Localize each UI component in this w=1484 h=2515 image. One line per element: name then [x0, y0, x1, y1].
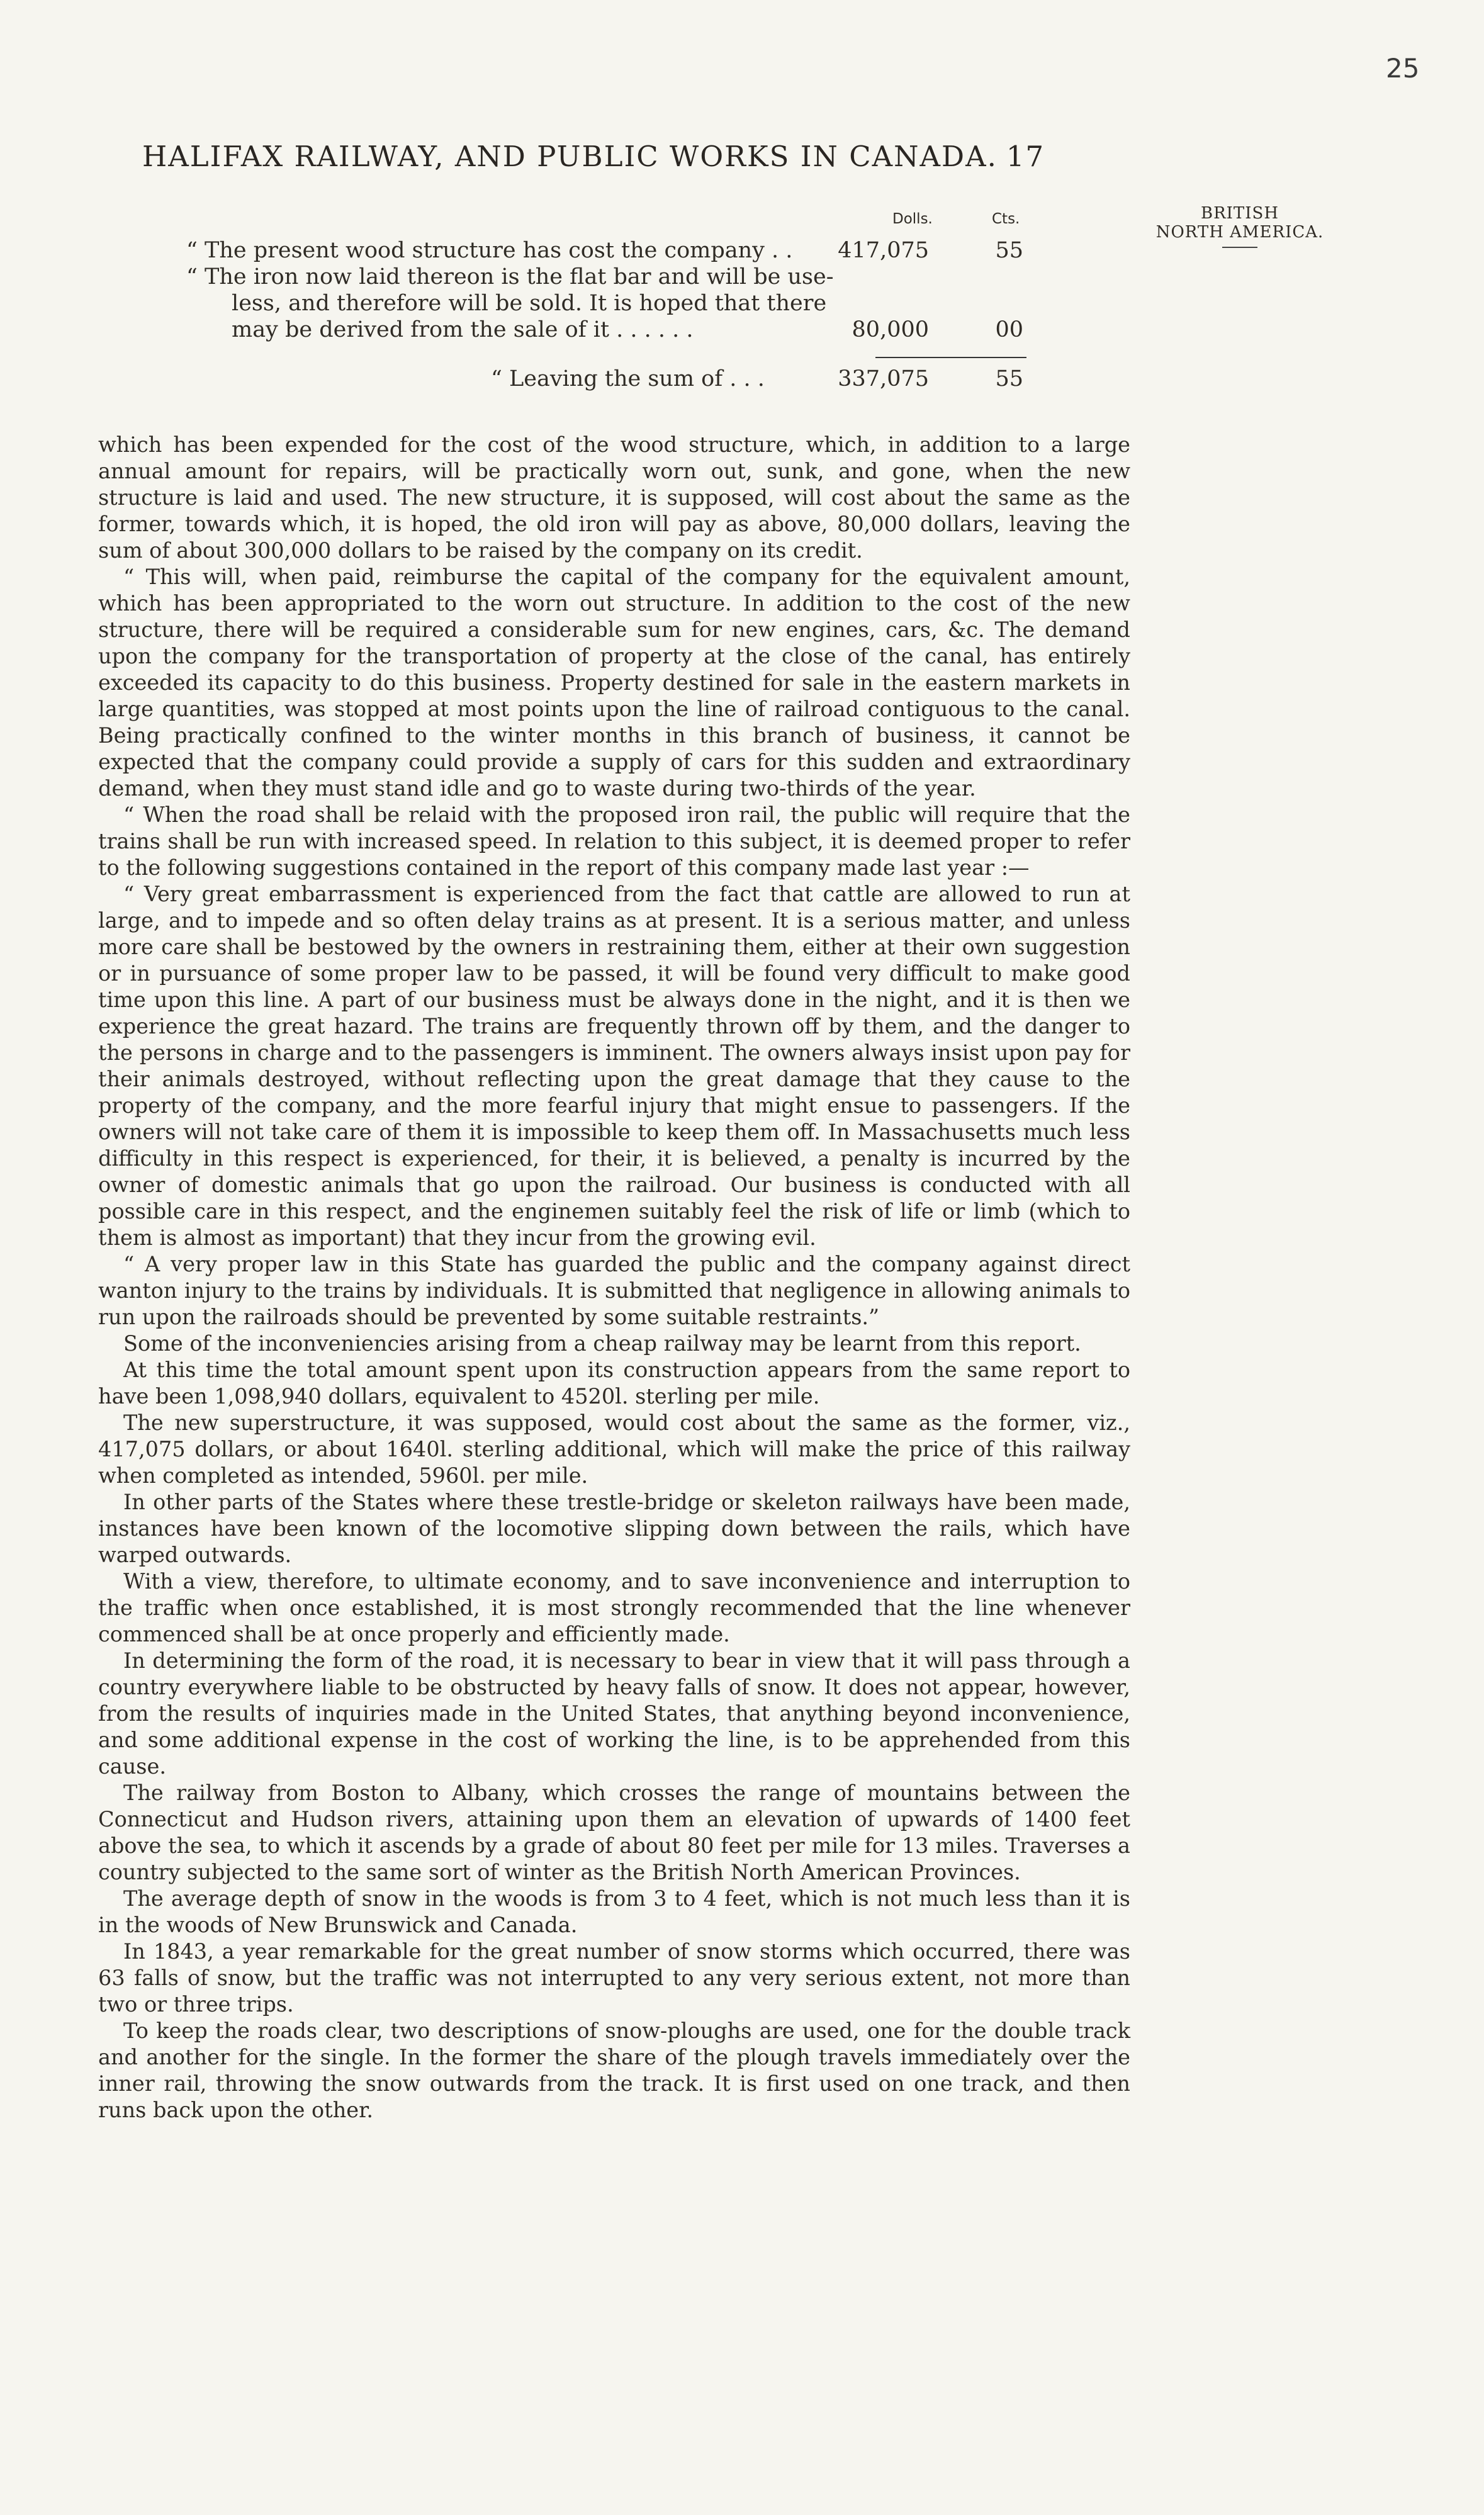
account-label-line: less, and therefore will be sold. It is hoped that there — [232, 291, 827, 316]
paragraph: The new superstructure, it was supposed, would cost about the same as the former, viz., 417,075 dollars, or about 1640l. sterling additional, which will make the price of this railway when completed as intended, 5960l. per mile. — [98, 1410, 1130, 1488]
paragraph: Some of the inconveniencies arising from a cheap railway may be learnt from this report. — [123, 1331, 1081, 1356]
account-cents: 00 — [995, 317, 1023, 342]
paragraph: In determining the form of the road, it is necessary to bear in view that it will pass through a country everywhere liable to be obstructed by heavy falls of snow. It does not appear, however, from the results of inquiries made in the United States, that anything beyond inconvenience, and some additional expense in the cost of working the line, is to be apprehended from this cause. — [98, 1648, 1130, 1779]
margin-note-line2: NORTH AMERICA. — [1155, 223, 1324, 242]
running-head-title: HALIFAX RAILWAY, AND PUBLIC WORKS IN CANADA. — [142, 140, 998, 173]
account-dollars: 337,075 — [838, 366, 929, 391]
paragraph: With a view, therefore, to ultimate economy, and to save inconvenience and interruption to the traffic when once established, it is most strongly recommended that the line whenever commenced shall be at once properly and efficiently made. — [98, 1569, 1130, 1646]
paragraph: The railway from Boston to Albany, which crosses the range of mountains between the Connecticut and Hudson rivers, attaining upon them an elevation of upwards of 1400 feet above the sea, to which it ascends by a grade of about 80 feet per mile for 13 miles. Traverses a country subjected to the same sort of winter as the British North American Provinces. — [98, 1781, 1130, 1884]
account-label: may be derived from the sale of it . . . . . . — [232, 317, 694, 342]
page-number: 25 — [1386, 53, 1420, 84]
sum-rule — [875, 357, 1026, 358]
account-label: “ The present wood structure has cost the company . . — [186, 238, 793, 263]
body-text — [98, 432, 1130, 2124]
paragraph: “ This will, when paid, reimburse the capital of the company for the equivalent amount, which has been appropriated to the worn out structure. In addition to the cost of the new structure, there will be required a considerable sum for new engines, cars, &c. The demand upon the company for the transportation of property at the close of the canal, has entirely exceeded its capacity to do this business. Property destined for sale in the eastern markets in large quantities, was stopped at most points upon the line of railroad contiguous to the canal. Being practically confined to the winter months in this branch of business, it cannot be expected that the company could provide a supply of cars for this sudden and extraordinary demand, when they must stand idle and go to waste during two-thirds of the year. — [98, 565, 1130, 801]
margin-note — [1139, 204, 1341, 248]
running-head-page: 17 — [1006, 140, 1045, 173]
paragraph: which has been expended for the cost of the wood structure, which, in addition to a large annual amount for repairs, will be practically worn out, sunk, and gone, when the new structure is laid and used. The new structure, it is supposed, will cost about the same as the former, towards which, it is hoped, the old iron will pay as above, 80,000 dollars, leaving the sum of about 300,000 dollars to be raised by the company on its credit. — [98, 432, 1130, 563]
account-label-line: “ The iron now laid thereon is the flat bar and will be use- — [186, 264, 834, 290]
account-dollars: 417,075 — [838, 238, 929, 263]
account-cents: 55 — [995, 366, 1023, 391]
margin-note-rule — [1222, 247, 1257, 248]
account-dollars: 80,000 — [852, 317, 929, 342]
paragraph: “ Very great embarrassment is experienced from the fact that cattle are allowed to run at large, and to impede and so often delay trains as at present. It is a serious matter, and unless more care shall be bestowed by the owners in restraining them, either at their own suggestion or in pursuance of some proper law to be passed, it will be found very difficult to make good time upon this line. A part of our business must be always done in the night, and it is then we experience the great hazard. The trains are frequently thrown off by them, and the danger to the persons in charge and to the passengers is imminent. The owners always insist upon pay for their animals destroyed, without reflecting upon the great damage that they cause to the property of the company, and the more fearful injury that might ensue to passengers. If the owners will not take care of them it is impossible to keep them off. In Massachusetts much less difficulty in this respect is experienced, for their, it is believed, a penalty is incurred by the owner of domestic animals that go upon the railroad. Our business is conducted with all possible care in this respect, and the enginemen suitably feel the risk of life or limb (which to them is almost as important) that they incur from the growing evil. — [98, 882, 1130, 1250]
paragraph: “ A very proper law in this State has guarded the public and the company against direct wanton injury to the trains by individuals. It is submitted that negligence in allowing animals to run upon the railroads should be prevented by some suitable restraints.” — [98, 1252, 1130, 1329]
margin-note-line1: BRITISH — [1200, 204, 1279, 223]
account-cents: 55 — [995, 238, 1023, 263]
paragraph: In 1843, a year remarkable for the great number of snow storms which occurred, there was 63 falls of snow, but the traffic was not interrupted to any very serious extent, not more than two or three trips. — [98, 1939, 1130, 2017]
paragraph: “ When the road shall be relaid with the proposed iron rail, the public will require that the trains shall be run with increased speed. In relation to this subject, it is deemed proper to refer to the following suggestions contained in the report of this company made last year :— — [98, 802, 1130, 880]
cents-column-header: Cts. — [992, 211, 1020, 227]
running-head — [142, 140, 1149, 173]
account-label: “ Leaving the sum of . . . — [491, 366, 765, 391]
paragraph: At this time the total amount spent upon its construction appears from the same report to have been 1,098,940 dollars, equivalent to 4520l. sterling per mile. — [98, 1358, 1130, 1409]
paragraph: The average depth of snow in the woods is from 3 to 4 feet, which is not much less than it is in the woods of New Brunswick and Canada. — [98, 1886, 1130, 1937]
paragraph: In other parts of the States where these trestle-bridge or skeleton railways have been made, instances have been known of the locomotive slipping down between the rails, which have warped outwards. — [98, 1490, 1130, 1567]
paragraph: To keep the roads clear, two descriptions of snow-ploughs are used, one for the double track and another for the single. In the former the share of the plough travels immediately over the inner rail, throwing the snow outwards from the track. It is first used on one track, and then runs back upon the other. — [98, 2018, 1130, 2122]
dollars-column-header: Dolls. — [892, 211, 933, 227]
